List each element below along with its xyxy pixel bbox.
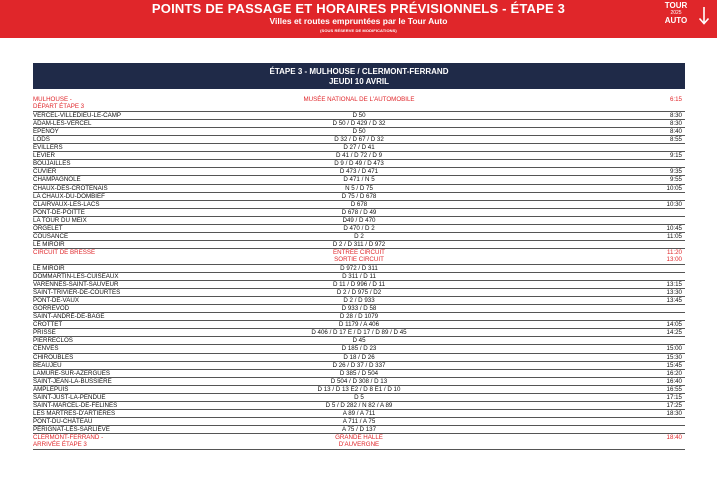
place-cell: LE MIROIR [33, 240, 65, 248]
route-cell: D 678 / D 49 [341, 208, 377, 216]
table-row [33, 321, 685, 329]
place-cell: CIRCUIT DE BRESSE [33, 248, 96, 256]
place-cell: SAINT-TRIVIER-DE-COURTES [33, 289, 121, 297]
header-band [0, 0, 717, 38]
time-cell: 16:55 [666, 385, 682, 393]
table-row [33, 225, 685, 233]
place-cell: CENVES [33, 345, 59, 353]
time-cell: 11:20 13:00 [666, 248, 682, 264]
place-cell: EVILLERS [33, 144, 63, 152]
table-row [33, 289, 685, 297]
place-cell: COUSANCE [33, 232, 69, 240]
time-cell: 10:45 [666, 224, 682, 232]
tour-auto-logo [652, 0, 714, 34]
route-cell: D 32 / D 67 / D 32 [334, 136, 384, 144]
logo-text-top: TOUR [664, 1, 688, 10]
place-cell: DOMMARTIN-LES-CUISEAUX [33, 273, 119, 281]
table-row [33, 370, 685, 378]
place-cell: CHAUX-DES-CROTENAIS [33, 184, 108, 192]
time-cell: 8:30 [669, 112, 682, 120]
place-cell: LES MARTRES-D'ARTIÈRES [33, 409, 116, 417]
place-cell: PONT-DE-VAUX [33, 297, 79, 305]
route-cell: D 27 / D 41 [343, 144, 375, 152]
logo-text-year: 2025 [670, 10, 682, 16]
table-row [33, 378, 685, 386]
place-cell: SAINT-JEAN-LA-BUSSIÈRE [33, 377, 112, 385]
time-cell: 6:15 [669, 96, 682, 103]
table-row [33, 233, 685, 241]
route-cell: D 185 / D 23 [341, 345, 377, 353]
time-cell: 8:30 [669, 120, 682, 128]
table-row [33, 217, 685, 225]
place-cell: CHIROUBLES [33, 353, 74, 361]
time-cell: 18:40 [666, 433, 682, 441]
time-cell: 18:30 [666, 409, 682, 417]
place-cell: ADAM-LES-VERCEL [33, 120, 92, 128]
route-cell: GRANDE HALLE D'AUVERGNE [335, 433, 383, 449]
route-cell: D 13 / D 13 E2 / D 8 E1 / D 10 [317, 385, 401, 393]
time-cell: 16:40 [666, 377, 682, 385]
stage-banner [33, 63, 685, 89]
table-row [33, 402, 685, 410]
table-row [33, 249, 685, 265]
table-row [33, 136, 685, 144]
stage-date: JEUDI 10 AVRIL [328, 77, 389, 86]
route-cell: D 504 / D 308 / D 13 [330, 377, 388, 385]
place-cell: BEAUJEU [33, 361, 62, 369]
place-cell: LEVIER [33, 152, 56, 160]
time-cell: 17:25 [666, 401, 682, 409]
route-cell: D 972 / D 311 [340, 264, 378, 272]
table-row [33, 144, 685, 152]
table-row [33, 426, 685, 434]
down-arrow-icon [698, 6, 710, 26]
table-row [33, 96, 685, 112]
route-cell: D 18 / D 26 [343, 353, 375, 361]
route-cell: D 45 [352, 337, 366, 345]
table-row [33, 362, 685, 370]
place-cell: CLAIRVAUX-LES-LACS [33, 200, 100, 208]
route-cell: D 1179 / A 406 [338, 321, 380, 329]
page-subtitle: Villes et routes empruntées par le Tour Auto [269, 16, 448, 26]
table-row [33, 128, 685, 136]
route-cell: D 11 / D 996 / D 11 [332, 281, 386, 289]
route-cell: D 311 / D 11 [342, 273, 376, 281]
route-cell: D49 / D 470 [342, 216, 376, 224]
table-row [33, 176, 685, 184]
table-row [33, 297, 685, 305]
route-cell: D 75 / D 678 [341, 192, 377, 200]
route-cell: D 28 / D 1079 [339, 313, 379, 321]
route-cell: D 470 / D 2 [343, 224, 375, 232]
table-row [33, 281, 685, 289]
time-cell: 13:15 [666, 281, 682, 289]
place-cell: SAINT-ANDRÉ-DE-BAGE [33, 313, 105, 321]
route-cell: D 50 / D 429 / D 32 [332, 120, 386, 128]
table-row [33, 120, 685, 128]
time-cell: 11:05 [666, 232, 682, 240]
time-cell: 13:30 [666, 289, 682, 297]
place-cell: LA CHAUX-DU-DOMBIEF [33, 192, 105, 200]
time-cell: 10:30 [666, 200, 682, 208]
place-cell: MULHOUSE - DÉPART ÉTAPE 3 [33, 96, 85, 111]
place-cell: PIERRECLOS [33, 337, 73, 345]
table-row [33, 394, 685, 402]
route-cell: N 5 / D 75 [345, 184, 373, 192]
table-row [33, 313, 685, 321]
place-cell: LAMURE-SUR-AZERGUES [33, 369, 111, 377]
route-cell: D 26 / D 37 / D 337 [332, 361, 386, 369]
place-cell: CHAMPAGNOLE [33, 176, 81, 184]
place-cell: GORREVOD [33, 305, 70, 313]
table-row [33, 265, 685, 273]
route-cell: D 41 / D 72 / D 9 [335, 152, 383, 160]
route-cell: D 385 / D 504 [339, 369, 379, 377]
place-cell: VARENNES-SAINT-SAUVEUR [33, 281, 119, 289]
table-row [33, 273, 685, 281]
route-cell: A 89 / A 711 [342, 409, 376, 417]
place-cell: CUVIER [33, 168, 57, 176]
time-cell: 15:00 [666, 345, 682, 353]
place-cell: SAINT-MARCEL-DE-FELINES [33, 401, 118, 409]
table-row [33, 241, 685, 249]
table-row [33, 345, 685, 353]
time-cell: 9:55 [669, 176, 682, 184]
place-cell: LA TOUR DU MEIX [33, 216, 87, 224]
route-cell: MUSÉE NATIONAL DE L'AUTOMOBILE [303, 96, 415, 103]
route-cell: D 2 [354, 232, 364, 240]
route-cell: D 5 [354, 393, 364, 401]
table-row [33, 193, 685, 201]
time-cell: 17:15 [666, 393, 682, 401]
route-cell: A 711 / A 75 [342, 417, 376, 425]
route-cell: D 473 / D 471 [339, 168, 379, 176]
place-cell: CROTTET [33, 321, 63, 329]
table-row [33, 329, 685, 337]
page-title: POINTS DE PASSAGE ET HORAIRES PRÉVISIONNELS - ÉTAPE 3 [151, 1, 566, 16]
place-cell: LE MIROIR [33, 264, 65, 272]
route-cell: D 2 / D 311 / D 972 [332, 240, 386, 248]
table-row [33, 418, 685, 426]
place-cell: VERCEL-VILLEDIEU-LE-CAMP [33, 112, 122, 120]
time-cell: 14:05 [666, 321, 682, 329]
route-cell: D 933 / D 58 [341, 305, 377, 313]
stage-title: ÉTAPE 3 - MULHOUSE / CLERMONT-FERRAND [269, 67, 449, 76]
table-row [33, 112, 685, 120]
time-cell: 16:20 [666, 369, 682, 377]
table-row [33, 160, 685, 168]
table-row [33, 410, 685, 418]
place-cell: PRISSE [33, 329, 56, 337]
route-cell: D 2 / D 933 [343, 297, 375, 305]
route-cell: A 75 / D 137 [341, 425, 377, 433]
table-row [33, 434, 685, 450]
table-row [33, 209, 685, 217]
time-cell: 9:15 [669, 152, 682, 160]
table-row [33, 185, 685, 193]
place-cell: LODS [33, 136, 50, 144]
place-cell: AMPLEPUIS [33, 385, 69, 393]
route-cell: ENTRÉE CIRCUIT SORTIE CIRCUIT [333, 248, 385, 264]
disclaimer-note: (SOUS RÉSERVE DE MODIFICATIONS) [320, 28, 397, 33]
time-cell: 14:25 [666, 329, 682, 337]
time-cell: 13:45 [666, 297, 682, 305]
place-cell: PÉRIGNAT-LÈS-SARLIÈVE [33, 425, 110, 433]
place-cell: ORGELET [33, 224, 63, 232]
table-row [33, 305, 685, 313]
table-row [33, 168, 685, 176]
itinerary-table [33, 96, 685, 450]
route-cell: D 9 / D 49 / D 473 [334, 160, 384, 168]
time-cell: 9:35 [669, 168, 682, 176]
route-cell: D 50 [352, 128, 366, 136]
route-cell: D 678 [350, 200, 368, 208]
time-cell: 8:55 [669, 136, 682, 144]
table-row [33, 152, 685, 160]
time-cell: 15:30 [666, 353, 682, 361]
place-cell: EPENOY [33, 128, 59, 136]
time-cell: 8:40 [669, 128, 682, 136]
route-cell: D 2 / D 975 / D2 [336, 289, 382, 297]
route-cell: D 5 / D 282 / N 82 / A 89 [325, 401, 393, 409]
time-cell: 10:05 [666, 184, 682, 192]
place-cell: SAINT-JUST-LA-PENDUE [33, 393, 106, 401]
table-row [33, 354, 685, 362]
route-cell: D 406 / D 17 E / D 17 / D 89 / D 45 [311, 329, 407, 337]
route-cell: D 50 [352, 112, 366, 120]
table-row [33, 337, 685, 345]
table-row [33, 386, 685, 394]
table-row [33, 201, 685, 209]
place-cell: CLERMONT-FERRAND - ARRIVÉE ÉTAPE 3 [33, 433, 104, 449]
time-cell: 15:45 [666, 361, 682, 369]
route-cell: D 471 / N 5 [343, 176, 375, 184]
place-cell: PONT-DE-POITTE [33, 208, 85, 216]
place-cell: BOUJAILLES [33, 160, 71, 168]
place-cell: PONT-DU-CHÂTEAU [33, 417, 93, 425]
logo-text-bottom: AUTO [664, 16, 688, 25]
